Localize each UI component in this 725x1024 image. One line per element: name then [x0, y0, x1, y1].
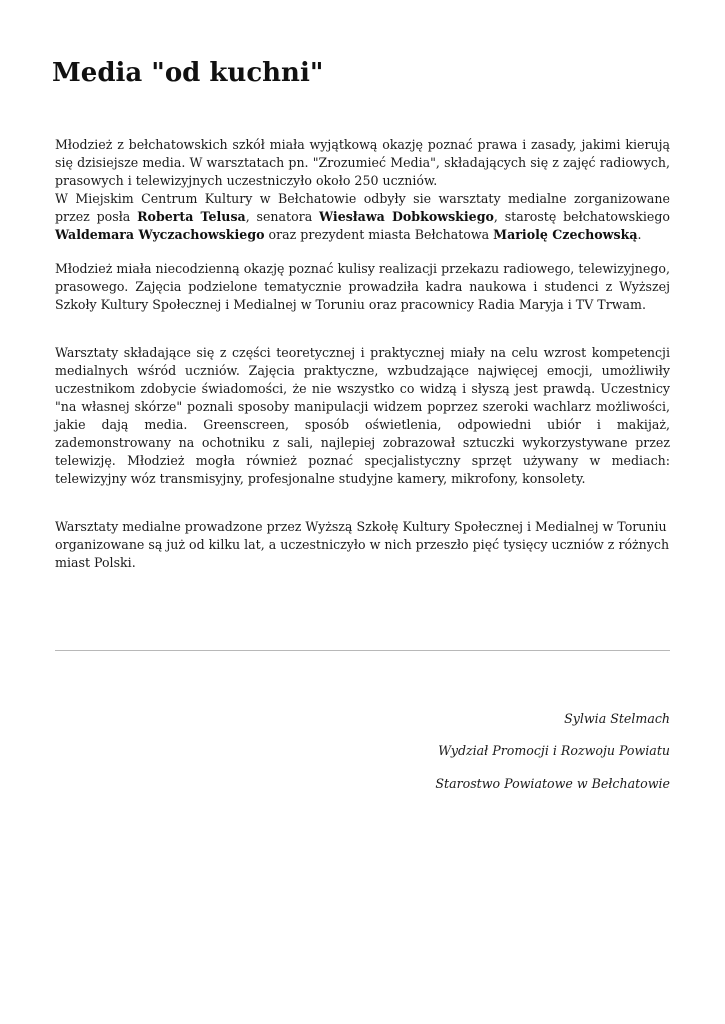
backstage-text: Młodzież miała niecodzienną okazję poznać kulisy realizacji przekazu radiowego, telewizyjnego, prasowego. Zajęcia podzielone tematycznie prowadziła kadra naukowa i studenci z Wyższej Szkoły Kultury Społecznej i Medialnej w Toruniu oraz pracownicy Radia Maryja i TV Trwam.: [55, 261, 670, 312]
section-divider: [55, 650, 670, 651]
organizers-text: [55, 190, 670, 244]
page-title: Media "od kuchni": [52, 58, 324, 88]
signature-office: Starostwo Powiatowe w Bełchatowie: [435, 776, 670, 791]
workshops-text: Warsztaty składające się z części teoretycznej i praktycznej miały na celu wzrost kompetencji medialnych wśród uczniów. Zajęcia praktyczne, wzbudzające najwięcej emocji, umożliwiły uczestnikom zdobycie świadomości, że nie wszystko co widzą i słyszą jest prawdą. Uczestnicy "na własnej skórze" poznali sposoby manipulacji widzem poprzez szeroki wachlarz możliwości, jakie dają media. Greenscreen, sposób oświetlenia, odpowiedni ubiór i makijaż, zademonstrowany na ochotniku z sali, najlepiej zobrazował sztuczki wykorzystywane przez telewizję. Młodzież mogła również poznać specjalistyczny sprzęt używany w mediach: telewizyjny wóz transmisyjny, profesjonalne studyjne kamery, mikrofony, konsolety.: [55, 345, 670, 486]
intro-text: Młodzież z bełchatowskich szkół miała wyjątkową okazję poznać prawa i zasady, jakimi kierują się dzisiejsze media. W warsztatach pn. "Zrozumieć Media", składających się z zajęć radiowych, prasowych i telewizyjnych uczestniczyło około 250 uczniów.: [55, 137, 670, 188]
organizers-connector-3: oraz prezydent miasta Bełchatowa: [264, 227, 494, 242]
article-paragraph-intro: [55, 136, 670, 244]
article-paragraph-workshops: [55, 344, 670, 488]
organizers-connector-1: , senatora: [245, 209, 319, 224]
organizers-end-punctuation: .: [637, 227, 642, 242]
article-paragraph-backstage: [55, 260, 670, 314]
signature-department: Wydział Promocji i Rozwoju Powiatu: [438, 743, 670, 758]
organizer-name-czechowska: Mariolę Czechowską: [493, 227, 638, 242]
organizer-name-wyczachowski: Waldemara Wyczachowskiego: [55, 227, 265, 242]
organizer-name-dobkowski: Wiesława Dobkowskiego: [319, 209, 494, 224]
history-text: Warsztaty medialne prowadzone przez Wyższą Szkołę Kultury Społecznej i Medialnej w Toruniu organizowane są już od kilku lat, a uczestniczyło w nich przeszło pięć tysięcy uczniów z różnych miast Polski.: [55, 519, 670, 570]
signature-author: Sylwia Stelmach: [564, 711, 670, 726]
organizer-name-telus: Roberta Telusa: [137, 209, 246, 224]
organizers-connector-2: , starostę bełchatowskiego: [493, 209, 671, 224]
article-paragraph-history: [55, 518, 670, 572]
organizers-lead-text: W Miejskim Centrum Kultury w Bełchatowie odbyły sie warsztaty medialne zorganizowane przez posła: [55, 191, 670, 224]
